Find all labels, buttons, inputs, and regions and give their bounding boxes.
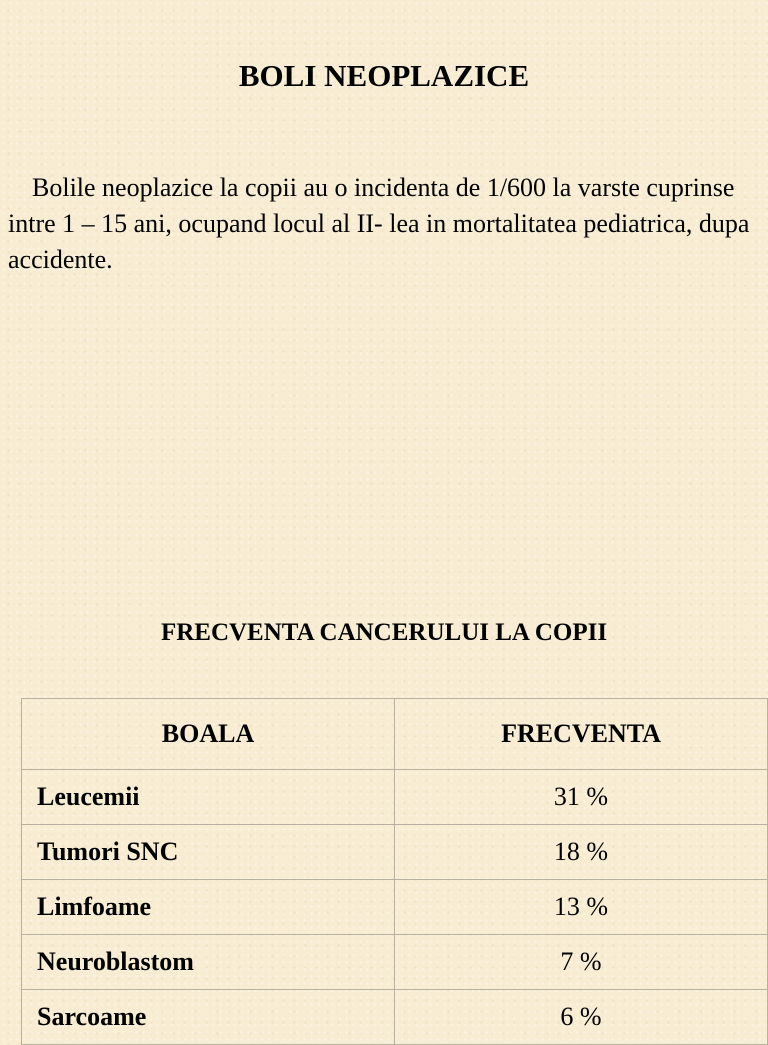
column-header-frequency: FRECVENTA: [395, 699, 768, 770]
section-title: FRECVENTA CANCERULUI LA COPII: [160, 619, 608, 646]
disease-name: Sarcoame: [22, 990, 395, 1045]
disease-name: Tumori SNC: [22, 825, 395, 880]
frequency-value: 6 %: [395, 990, 768, 1045]
page-title: BOLI NEOPLAZICE: [238, 58, 530, 93]
table-row: [22, 880, 768, 935]
column-header-disease: BOALA: [22, 699, 395, 770]
disease-name: Leucemii: [22, 770, 395, 825]
disease-name: Limfoame: [22, 880, 395, 935]
frequency-value: 7 %: [395, 935, 768, 990]
disease-name: Neuroblastom: [22, 935, 395, 990]
table-row: [22, 770, 768, 825]
frequency-value: 13 %: [395, 880, 768, 935]
table-header-row: [22, 699, 768, 770]
table-row: [22, 935, 768, 990]
table-row: [22, 990, 768, 1045]
frequency-value: 31 %: [395, 770, 768, 825]
frequency-table: [21, 698, 768, 1045]
intro-paragraph: Bolile neoplazice la copii au o incidenta de 1/600 la varste cuprinse intre 1 – 15 ani, ocupand locul al II- lea in mortalitatea pediatrica, dupa accidente.: [8, 173, 750, 274]
table-row: [22, 825, 768, 880]
frequency-value: 18 %: [395, 825, 768, 880]
